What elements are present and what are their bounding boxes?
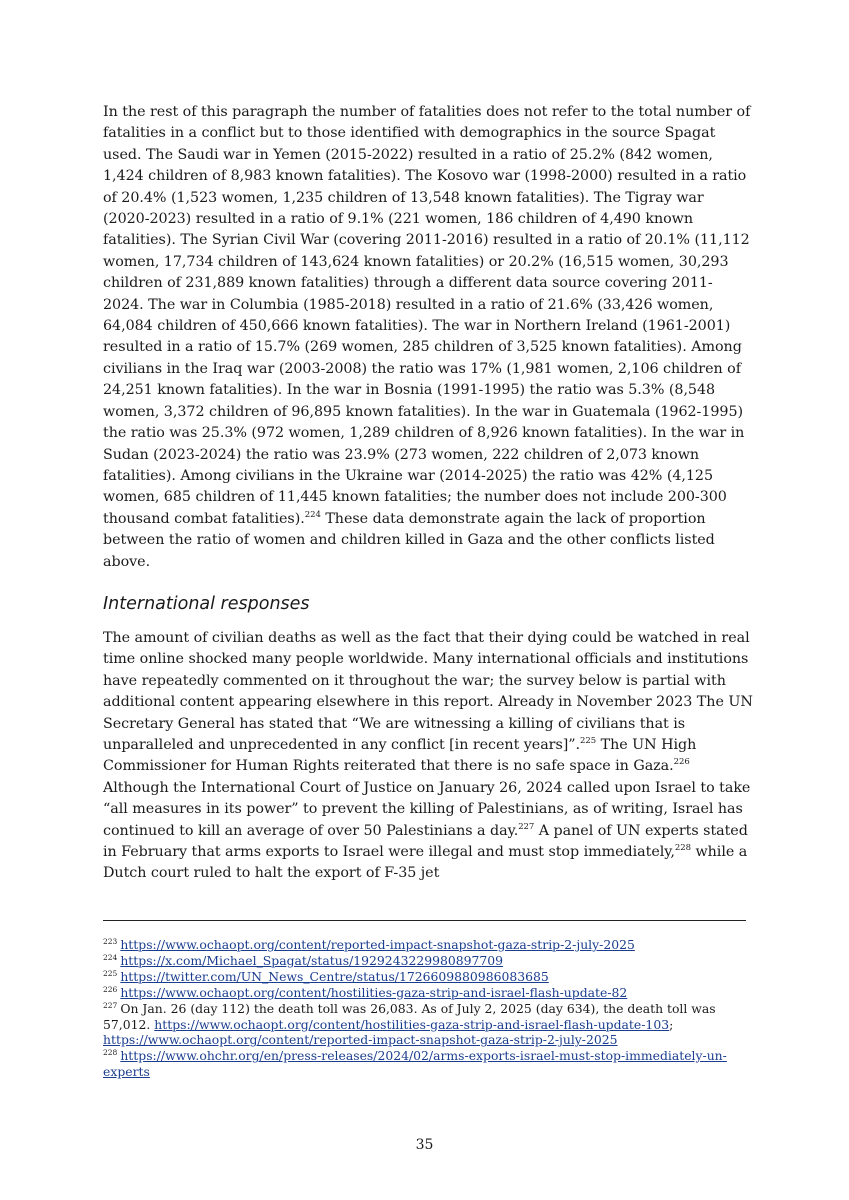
section-heading: International responses bbox=[103, 594, 310, 614]
footnote-ref-227[interactable]: 227 bbox=[518, 821, 535, 832]
footnote-link[interactable]: https://www.ochaopt.org/content/reported-impact-snapshot-gaza-strip-2-july-2025 bbox=[103, 1032, 618, 1048]
footnote-228 bbox=[103, 1048, 753, 1080]
paragraph-text: while a Dutch court ruled to halt the export of F-35 jet bbox=[103, 844, 748, 882]
footnote-number: 227 bbox=[103, 1000, 118, 1010]
footnote-ref-225[interactable]: 225 bbox=[580, 736, 597, 747]
page-number: 35 bbox=[415, 1137, 434, 1153]
footnotes-list bbox=[103, 937, 753, 1080]
footnote-ref-226[interactable]: 226 bbox=[673, 757, 690, 768]
footnote-separator: ; bbox=[669, 1016, 674, 1032]
paragraph-text: A panel of UN experts stated in February that arms exports to Israel were illegal and must stop immediately, bbox=[103, 822, 748, 861]
footnote-link[interactable]: https://www.ochaopt.org/content/hostilities-gaza-strip-and-israel-flash-update-103 bbox=[154, 1016, 670, 1032]
footnote-226 bbox=[103, 985, 753, 1001]
footnote-223 bbox=[103, 937, 753, 953]
footnote-text: On Jan. 26 (day 112) the death toll was 26,083. As of July 2, 2025 (day 634), the death toll was 57,012. bbox=[103, 1000, 716, 1032]
paragraph-text: The UN High Commissioner for Human Rights reiterated that there is no safe space in Gaza. bbox=[103, 737, 697, 775]
body-paragraph-international-responses bbox=[103, 628, 753, 885]
footnote-ref-224[interactable]: 224 bbox=[304, 509, 321, 520]
footnote-link[interactable]: https://x.com/Michael_Spagat/status/1929243229980897709 bbox=[120, 952, 504, 968]
footnote-225 bbox=[103, 969, 753, 985]
footnote-divider bbox=[103, 920, 746, 921]
footnote-number: 228 bbox=[103, 1048, 118, 1058]
paragraph-text-tail: These data demonstrate again the lack of proportion between the ratio of women and children killed in Gaza and the other conflicts listed above. bbox=[103, 510, 715, 570]
footnote-link[interactable]: https://twitter.com/UN_News_Centre/status/1726609880986083685 bbox=[120, 968, 549, 984]
footnote-number: 224 bbox=[103, 952, 118, 962]
footnote-224 bbox=[103, 953, 753, 969]
paragraph-text: The amount of civilian deaths as well as the fact that their dying could be watched in real time online shocked many people worldwide. Many international officials and institutions have repeatedly commented on it throughout the war; the survey below is partial with additional content appearing elsewhere in this report. Already in November 2023 The UN Secretary General has stated that “We are witnessing a killing of civilians that is unparalleled and unprecedented in any conflict [in recent years]”. bbox=[103, 630, 753, 754]
footnote-number: 226 bbox=[103, 984, 118, 994]
footnote-link[interactable]: https://www.ochaopt.org/content/reported-impact-snapshot-gaza-strip-2-july-2025 bbox=[120, 937, 635, 952]
footnote-number: 225 bbox=[103, 968, 118, 978]
paragraph-text: Although the International Court of Justice on January 26, 2024 called upon Israel to take “all measures in its power” to prevent the killing of Palestinians, as of writing, Israel has continued to kill an average of over 50 Palestinians a day. bbox=[103, 779, 751, 839]
footnote-link[interactable]: https://www.ohchr.org/en/press-releases/2024/02/arms-exports-israel-must-stop-immediately-un-experts bbox=[103, 1048, 727, 1080]
paragraph-text: In the rest of this paragraph the number of fatalities does not refer to the total number of fatalities in a conflict but to those identified with demographics in the source Spagat used. The Saudi war in Yemen (2015-2022) resulted in a ratio of 25.2% (842 women, 1,424 children of 8,983 known fatalities). The Kosovo war (1998-2000) resulted in a ratio of 20.4% (1,523 women, 1,235 children of 13,548 known fatalities). The Tigray war (2020-2023) resulted in a ratio of 9.1% (221 women, 186 children of 4,490 known fatalities). The Syrian Civil War (covering 2011-2016) resulted in a ratio of 20.1% (11,112 women, 17,734 children of 143,624 known fatalities) or 20.2% (16,515 women, 30,293 children of 231,889 known fatalities) through a different data source covering 2011-2024. The war in Columbia (1985-2018) resulted in a ratio of 21.6% (33,426 women, 64,084 children of 450,666 known fatalities). The war in Northern Ireland (1961-2001) resulted in a ratio of 15.7% (269 women, 285 children of 3,525 known fatalities). Among civilians in the Iraq war (2003-2008) the ratio was 17% (1,981 women, 2,106 children of 24,251 known fatalities). In the war in Bosnia (1991-1995) the ratio was 5.3% (8,548 women, 3,372 children of 96,895 known fatalities). In the war in Guatemala (1962-1995) the ratio was 25.3% (972 women, 1,289 children of 8,926 known fatalities). In the war in Sudan (2023-2024) the ratio was 23.9% (273 women, 222 children of 2,073 known fatalities). Among civilians in the Ukraine war (2014-2025) the ratio was 42% (4,125 women, 685 children of 11,445 known fatalities; the number does not include 200-300 thousand combat fatalities). bbox=[103, 104, 751, 527]
footnote-227 bbox=[103, 1001, 753, 1049]
footnote-ref-228[interactable]: 228 bbox=[674, 843, 691, 854]
footnote-link[interactable]: https://www.ochaopt.org/content/hostilities-gaza-strip-and-israel-flash-update-82 bbox=[120, 984, 628, 1000]
body-paragraph-conflict-ratios bbox=[103, 102, 753, 573]
footnote-number: 223 bbox=[103, 936, 118, 946]
